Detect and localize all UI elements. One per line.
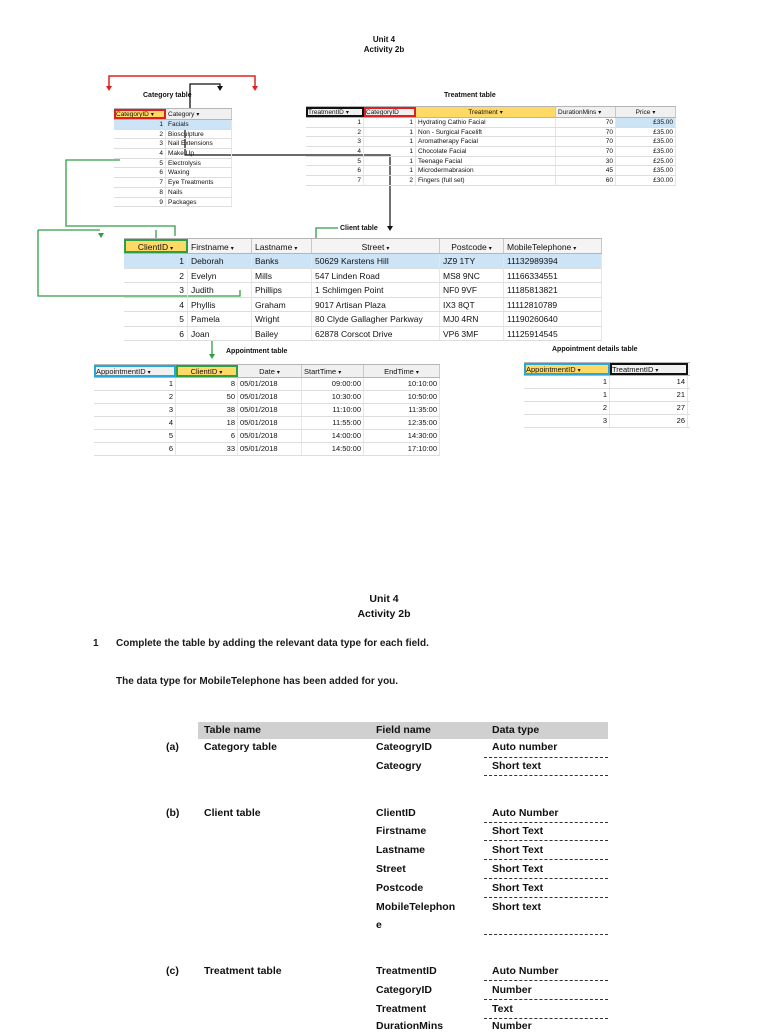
- dropdown-arrow-icon: ▾: [415, 370, 419, 376]
- answer-line: [484, 775, 608, 776]
- dropdown-arrow-icon: ▾: [345, 110, 349, 116]
- answer-line: [484, 897, 608, 898]
- table-row[interactable]: 2 Evelyn Mills 547 Linden Road MS8 9NC 11166334551: [124, 269, 602, 284]
- treatment-category-id-header[interactable]: CategoryID: [364, 107, 416, 117]
- data-type-answer[interactable]: Auto number: [492, 741, 558, 753]
- date-header[interactable]: Date ▾: [238, 365, 302, 377]
- table-row[interactable]: 1 1 Hydrating Cathio Facial 70 £35.00: [306, 118, 676, 128]
- data-type-answer[interactable]: Short Text: [492, 825, 544, 837]
- answer-line: [484, 757, 608, 758]
- category-id-header[interactable]: CategoryID ▾: [114, 109, 166, 119]
- data-type-answer[interactable]: Short Text: [492, 844, 544, 856]
- table-row[interactable]: 7 2 Fingers (full set) 60 £30.00: [306, 176, 676, 186]
- mobile-telephone-header[interactable]: MobileTelephone ▾: [504, 239, 602, 253]
- arrowhead-green-1: [98, 233, 104, 238]
- table-row[interactable]: 5 Pamela Wright 80 Clyde Gallagher Parkway MJ0 4RN 11190260640: [124, 312, 602, 327]
- street-header[interactable]: Street ▾: [312, 239, 440, 253]
- dropdown-arrow-icon: ▾: [598, 110, 602, 116]
- data-type-answer[interactable]: Auto Number: [492, 965, 559, 977]
- data-type-answer[interactable]: Short Text: [492, 882, 544, 894]
- appointment-details-table-title: Appointment details table: [552, 346, 638, 353]
- field-name-column-header: Field name: [376, 724, 431, 736]
- data-type-answer[interactable]: Short text: [492, 760, 542, 772]
- table-row[interactable]: 7 Eye Treatments: [114, 178, 232, 188]
- treatment-table: [306, 106, 676, 186]
- field-name-continued: e: [376, 919, 382, 931]
- field-name: DurationMins: [376, 1020, 444, 1032]
- appointment-id-header[interactable]: AppointmentID ▾: [94, 365, 176, 377]
- dropdown-arrow-icon: ▾: [230, 246, 234, 252]
- dropdown-arrow-icon: ▾: [573, 246, 577, 252]
- data-type-answer[interactable]: Short text: [492, 901, 542, 913]
- section-label-c: (c): [166, 965, 179, 977]
- table-row[interactable]: 4 18 05/01/2018 11:55:00 12:35:00: [94, 417, 440, 430]
- table-row[interactable]: 2 Biosculpture: [114, 130, 232, 140]
- table-row[interactable]: 3 26: [524, 415, 690, 428]
- details-treatment-id-header[interactable]: TreatmentID ▾: [610, 363, 688, 375]
- details-appointment-id-header[interactable]: AppointmentID ▾: [524, 363, 610, 375]
- dropdown-arrow-icon: ▾: [294, 246, 298, 252]
- table-row[interactable]: 2 27: [524, 402, 690, 415]
- answer-line: [484, 840, 608, 841]
- relationship-line-black-1: [190, 84, 220, 108]
- field-name: ClientID: [376, 807, 416, 819]
- data-type-answer[interactable]: Number: [492, 984, 532, 996]
- section-table-name-b: Client table: [204, 807, 261, 819]
- appointment-client-id-header[interactable]: ClientID ▾: [176, 365, 238, 377]
- client-table-title: Client table: [340, 225, 378, 232]
- dropdown-arrow-icon: ▾: [488, 246, 492, 252]
- arrowhead-black-1: [217, 86, 223, 91]
- section-table-name-c: Treatment table: [204, 965, 282, 977]
- postcode-header[interactable]: Postcode ▾: [440, 239, 504, 253]
- arrowhead-green-2: [209, 354, 215, 359]
- table-row[interactable]: 6 Joan Bailey 62878 Corscot Drive VP6 3MF 11125914545: [124, 327, 602, 342]
- treatment-id-header[interactable]: TreatmentID ▾: [306, 107, 364, 117]
- table-row[interactable]: 3 Nail Extensions: [114, 139, 232, 149]
- category-header[interactable]: Category ▾: [166, 109, 232, 119]
- table-row[interactable]: 1 14: [524, 376, 690, 389]
- answer-line: [484, 822, 608, 823]
- appointment-details-header: [524, 362, 690, 376]
- treatment-table-title: Treatment table: [444, 92, 496, 99]
- appointment-table-header: [94, 364, 440, 378]
- relationship-line-red: [109, 76, 255, 88]
- field-name: Postcode: [376, 882, 424, 894]
- end-time-header[interactable]: EndTime ▾: [364, 365, 440, 377]
- price-header[interactable]: Price ▾: [616, 107, 676, 117]
- dropdown-arrow-icon: ▾: [147, 370, 151, 376]
- table-row[interactable]: 8 Nails: [114, 188, 232, 198]
- category-table-title: Category table: [143, 92, 192, 99]
- arrowhead-red-right: [252, 86, 258, 91]
- dropdown-arrow-icon: ▾: [577, 368, 581, 374]
- answer-line: [484, 1018, 608, 1019]
- client-table-header: [124, 238, 602, 254]
- table-row[interactable]: 4 Phyllis Graham 9017 Artisan Plaza IX3 8QT 11112810789: [124, 298, 602, 313]
- table-row[interactable]: 6 1 Microdermabrasion 45 £35.00: [306, 166, 676, 176]
- field-name: Cateogry: [376, 760, 422, 772]
- answer-line: [484, 999, 608, 1000]
- appointment-table-title: Appointment table: [226, 348, 288, 355]
- page-subtitle: Activity 2b: [363, 45, 405, 54]
- table-row[interactable]: 1 21: [524, 389, 690, 402]
- question-number: 1: [93, 638, 99, 649]
- dropdown-arrow-icon: ▾: [196, 112, 200, 118]
- table-row[interactable]: 2 50 05/01/2018 10:30:00 10:50:00: [94, 391, 440, 404]
- dropdown-arrow-icon: ▾: [655, 368, 659, 374]
- table-row[interactable]: 9 Packages: [114, 198, 232, 208]
- relationship-line-green-2: [316, 228, 338, 238]
- dropdown-arrow-icon: ▾: [338, 370, 342, 376]
- field-name: CateogryID: [376, 741, 433, 753]
- data-type-answer[interactable]: Number: [492, 1020, 532, 1032]
- appointment-details-table: [524, 362, 690, 428]
- data-type-column-header: Data type: [492, 724, 540, 736]
- table-row[interactable]: 1 Facials: [114, 120, 232, 130]
- treatment-table-header: [306, 106, 676, 118]
- dropdown-arrow-icon: ▾: [276, 370, 280, 376]
- appointment-table: [94, 364, 440, 456]
- worksheet-subtitle: Activity 2b: [357, 608, 411, 620]
- client-id-header[interactable]: ClientID ▾: [124, 239, 188, 253]
- field-name: Lastname: [376, 844, 426, 856]
- table-row[interactable]: 5 Electrolysis: [114, 159, 232, 169]
- table-row[interactable]: 1 Deborah Banks 50629 Karstens Hill JZ9 1TY 11132989394: [124, 254, 602, 269]
- answer-line: [484, 878, 608, 879]
- table-row[interactable]: 3 38 05/01/2018 11:10:00 11:35:00: [94, 404, 440, 417]
- duration-header[interactable]: DurationMins ▾: [556, 107, 616, 117]
- answer-line: [484, 980, 608, 981]
- dropdown-arrow-icon: ▾: [170, 246, 174, 252]
- table-name-column-header: Table name: [204, 724, 261, 736]
- category-table-header: [114, 108, 232, 120]
- treatment-header[interactable]: Treatment ▾: [416, 107, 556, 117]
- section-label-a: (a): [166, 741, 179, 753]
- arrowhead-red-left: [106, 86, 112, 91]
- field-name: Street: [376, 863, 406, 875]
- dropdown-arrow-icon: ▾: [219, 370, 223, 376]
- section-table-name-a: Category table: [204, 741, 277, 753]
- table-row[interactable]: 3 1 Aromatherapy Facial 70 £35.00: [306, 137, 676, 147]
- dropdown-arrow-icon: ▾: [150, 112, 154, 118]
- table-row[interactable]: 5 1 Teenage Facial 30 £25.00: [306, 157, 676, 167]
- arrowhead-black-2: [387, 226, 393, 231]
- firstname-header[interactable]: Firstname ▾: [188, 239, 252, 253]
- table-row[interactable]: 6 33 05/01/2018 14:50:00 17:10:00: [94, 443, 440, 456]
- field-name: MobileTelephon: [376, 901, 456, 913]
- question-text: Complete the table by adding the relevant data type for each field.: [116, 638, 429, 649]
- dropdown-arrow-icon: ▾: [386, 246, 390, 252]
- lastname-header[interactable]: Lastname ▾: [252, 239, 312, 253]
- table-row[interactable]: 1 8 05/01/2018 09:00:00 10:10:00: [94, 378, 440, 391]
- question-note: The data type for MobileTelephone has been added for you.: [116, 676, 399, 687]
- answer-line: [484, 934, 608, 935]
- table-row[interactable]: 5 6 05/01/2018 14:00:00 14:30:00: [94, 430, 440, 443]
- table-row[interactable]: 4 Make Up: [114, 149, 232, 159]
- field-name: Treatment: [376, 1003, 427, 1015]
- table-row[interactable]: 6 Waxing: [114, 168, 232, 178]
- answer-line: [484, 859, 608, 860]
- table-row[interactable]: 2 1 Non - Surgical Facelift 70 £35.00: [306, 128, 676, 138]
- client-table: [124, 238, 602, 341]
- data-type-answer[interactable]: Auto Number: [492, 807, 559, 819]
- field-name: Firstname: [376, 825, 427, 837]
- dropdown-arrow-icon: ▾: [499, 110, 503, 116]
- worksheet-title: Unit 4: [369, 593, 399, 605]
- table-row[interactable]: 4 1 Chocolate Facial 70 £35.00: [306, 147, 676, 157]
- field-name: TreatmentID: [376, 965, 437, 977]
- start-time-header[interactable]: StartTime ▾: [302, 365, 364, 377]
- data-type-answer[interactable]: Short Text: [492, 863, 544, 875]
- table-row[interactable]: 3 Judith Phillips 1 Schlimgen Point NF0 9VF 11185813821: [124, 283, 602, 298]
- section-label-b: (b): [166, 807, 180, 819]
- dropdown-arrow-icon: ▾: [652, 110, 656, 116]
- category-table: [114, 108, 232, 207]
- field-name: CategoryID: [376, 984, 433, 996]
- page-title: Unit 4: [372, 35, 396, 44]
- data-type-answer[interactable]: Text: [492, 1003, 513, 1015]
